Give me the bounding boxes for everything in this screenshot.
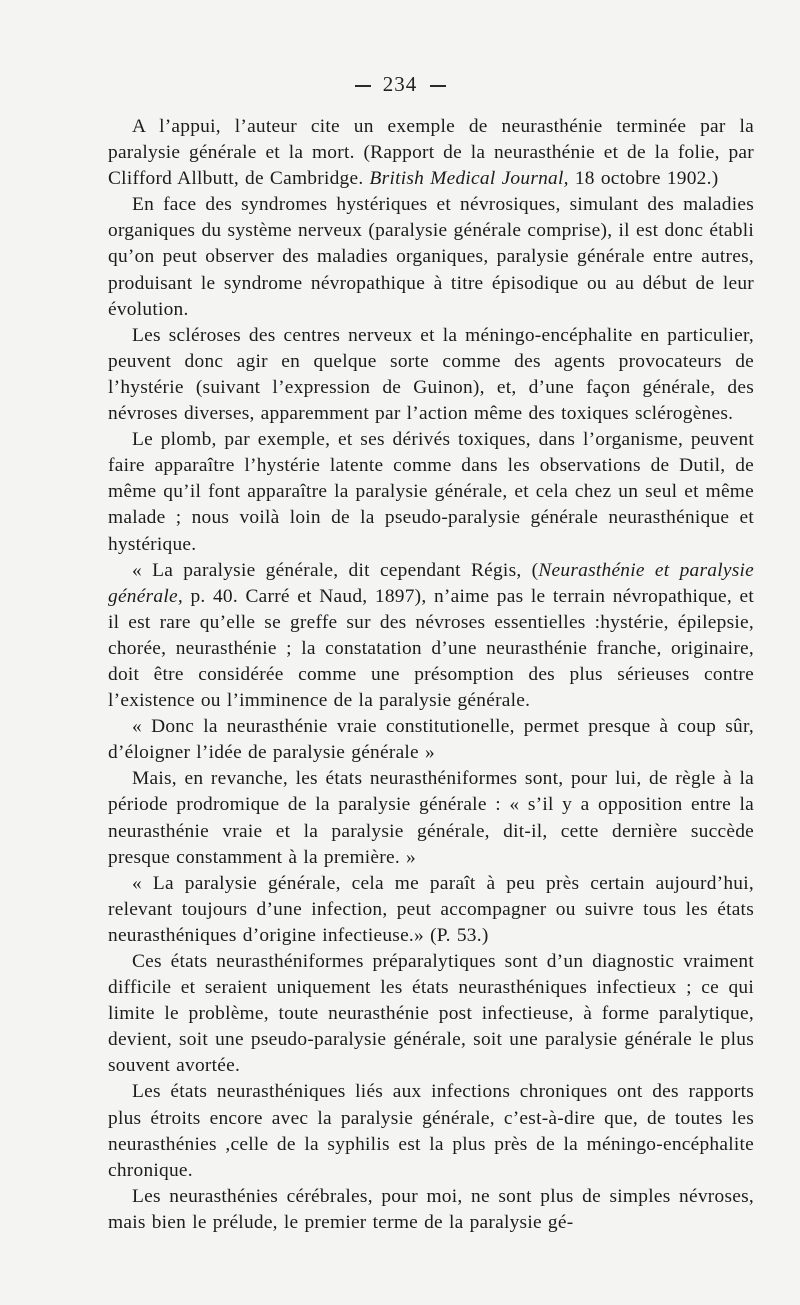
- text-run: Le plomb, par exemple, et ses dérivés toxiques, dans l’organisme, peuvent faire apparaître l’hystérie latente comme dans les observations de Dutil, de même qu’il font apparaître la paralysie générale, et cela chez un seul et même malade ; nous voilà loin de la pseudo-paralysie générale neurasthénique et hystérique.: [108, 429, 754, 555]
- paragraph: [108, 427, 754, 557]
- body-text: [108, 114, 754, 1236]
- paragraph: [108, 1184, 754, 1236]
- paragraph: [108, 192, 754, 322]
- text-run: Mais, en revanche, les états neurasthéniformes sont, pour lui, de règle à la période prodromique de la paralysie générale : « s’il y a opposition entre la neurasthénie vraie et la paralysie générale, dit-il, cette dernière succède presque constamment à la première. »: [108, 768, 754, 868]
- text-run: « La paralysie générale, dit cependant Régis, (: [132, 559, 539, 581]
- paragraph: [108, 323, 754, 427]
- text-run: Ces états neurasthéniformes préparalytiques sont d’un diagnostic vraiment difficile et seraient uniquement les états neurasthéniques infectieux ; ce qui limite le problème, toute neurasthénie post infectieuse, à forme paralytique, devient, soit une pseudo-paralysie générale, soit une paralysie générale le plus souvent avortée.: [108, 951, 754, 1077]
- paragraph: [108, 558, 754, 715]
- text-run: En face des syndromes hystériques et névrosiques, simulant des maladies organiques du système nerveux (paralysie générale comprise), il est donc établi qu’on peut observer des maladies organiques, paralysie générale entre autres, produisant le syndrome névropathique à titre épisodique ou au début de leur évolution.: [108, 194, 754, 320]
- text-run: Les neurasthénies cérébrales, pour moi, ne sont plus de simples névroses, mais bien le prélude, le premier terme de la paralysie gé-: [108, 1185, 754, 1233]
- paragraph: [108, 766, 754, 870]
- paragraph: [108, 871, 754, 949]
- paragraph: [108, 949, 754, 1079]
- text-run: Les scléroses des centres nerveux et la méningo-encéphalite en particulier, peuvent donc agir en quelque sorte comme des agents provocateurs de l’hystérie (suivant l’expression de Guinon), et, d’une façon générale, des névroses diverses, apparemment par l’action même des toxiques sclérogènes.: [108, 324, 754, 425]
- italic-run: British Medical Journal,: [369, 168, 569, 190]
- text-run: « La paralysie générale, cela me paraît à peu près certain aujourd’hui, relevant toujours d’une infection, peut accompagner ou suivre tous les états neurasthéniques d’origine infectieuse.» (P. 53.): [108, 872, 754, 946]
- italic-run: Neurasthénie et paralysie générale,: [108, 559, 754, 607]
- page-header: [0, 72, 800, 97]
- text-run: « Donc la neurasthénie vraie constitutionelle, permet presque à coup sûr, d’éloigner l’idée de paralysie générale »: [108, 716, 754, 764]
- paragraph: [108, 114, 754, 192]
- paragraph: [108, 714, 754, 766]
- header-left-dash: [355, 85, 371, 87]
- text-run: p. 40. Carré et Naud, 1897), n’aime pas le terrain névropathique, et il est rare qu’elle se greffe sur des névroses essentielles :hystérie, épilepsie, chorée, neurasthénie ; la constatation d’une neurasthénie franche, originaire, doit être considérée comme une présomption des plus sérieuses contre l’existence ou l’imminence de la paralysie générale.: [108, 585, 754, 712]
- text-run: A l’appui, l’auteur cite un exemple de neurasthénie terminée par la paralysie générale et la mort. (Rapport de la neurasthénie et de la folie, par Clifford Allbutt, de Cambridge.: [108, 116, 754, 190]
- page-number: 234: [382, 72, 418, 96]
- paragraph: [108, 1079, 754, 1183]
- header-right-dash: [430, 85, 446, 87]
- text-run: Les états neurasthéniques liés aux infections chroniques ont des rapports plus étroits encore avec la paralysie générale, c’est-à-dire que, de toutes les neurasthénies ,celle de la syphilis est la plus près de la méningo-encéphalite chronique.: [108, 1081, 754, 1181]
- text-run: 18 octobre 1902.): [568, 168, 719, 190]
